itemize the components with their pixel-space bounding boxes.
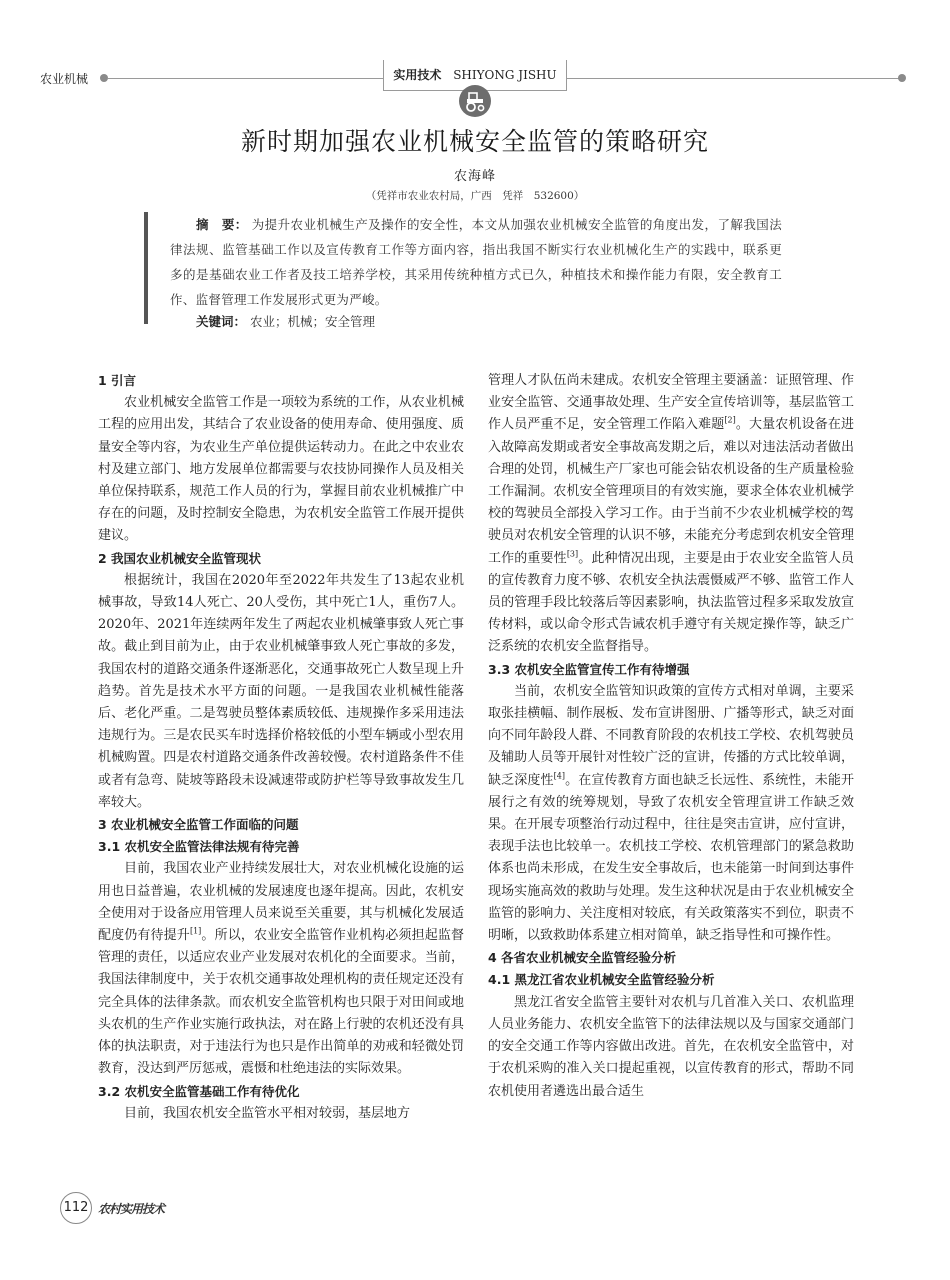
section-heading: 4 各省农业机械安全监管经验分析	[488, 950, 677, 966]
paragraph-text: 。大量农机设备在进入故障高发期或者安全事故高发期之后，难以对违法活动者做出合理的处罚，机械生产厂家也可能会钻农机设备的生产质量检验工作漏洞。农机安全管理项目的有效实施，要求全体农业机械学校的驾驶员全部投入学习工作。由于当前不少农业机械学校的驾驶员对农机安全管理的认识不够，未能充分考虑到农机安全管理工作的重要性	[488, 417, 854, 566]
page-footer	[60, 1192, 260, 1222]
paragraph: 农业机械安全监管工作是一项较为系统的工作，从农业机械工程的应用出发，其结合了农业设备的使用寿命、使用强度、质量安全等内容，为农业生产单位提供运转动力。在此之中农业农村及建立部门、地方发展单位都需要与农技协同操作人员及相关单位保持联系，规范工作人员的行为，掌握目前农业机械推广中存在的问题，及时控制安全隐患，为农机安全监管工作展开提供建议。	[98, 395, 464, 544]
keywords-label: 关键词：	[196, 314, 247, 329]
keywords	[196, 312, 375, 330]
abstract-text: 为提升农业机械生产及操作的安全性，本文从加强农业机械安全监管的角度出发，了解我国法律法规、监管基础工作以及宣传教育工作等方面内容，指出我国不断实行农业机械化生产的实践中，联系更多的是基础农业工作者及技工培养学校，其采用传统种植方式已久，种植技术和操作能力有限，安全教育工作、监督管理工作发展形式更为严峻。	[170, 217, 782, 307]
paragraph	[488, 370, 854, 659]
keywords-text: 农业；机械；安全管理	[250, 314, 376, 329]
journal-name: 农村实用技术	[98, 1202, 165, 1216]
article-title: 新时期加强农业机械安全监管的策略研究	[240, 127, 709, 156]
header-dot-right	[898, 74, 906, 82]
paragraph-text: 目前，我国农业产业持续发展壮大，对农业机械化设施的运用也日益普遍，农业机械的发展速度也逐年提高。因此，农机安全使用对于设备应用管理人员来说至关重要，其与机械化发展适配度仍有待提升	[98, 861, 464, 944]
subsection-heading: 3.2 农机安全监管基础工作有待优化	[98, 1083, 300, 1099]
abstract	[170, 212, 782, 312]
section-heading: 3 农业机械安全监管工作面临的问题	[98, 817, 299, 833]
section-heading: 2 我国农业机械安全监管现状	[98, 550, 262, 566]
tractor-icon	[458, 84, 492, 122]
paragraph-text: 。在宣传教育方面也缺乏长远性、系统性，未能开展行之有效的统筹规划，导致了农机安全管理宣讲工作缺乏效果。在开展专项整治行动过程中，往往是突击宣讲，应付宣讲，表现手法也比较单一。农机技工学校、农机管理部门的紧急救助体系也尚未形成，在发生安全事故后，也未能第一时间到达事件现场实施高效的救助与处理。发生这种状况是由于农业机械安全监管的影响力、关注度相对较底，有关政策落实不到位，职责不明晰，以致救助体系建立相对简单，缺乏指导性和可操作性。	[488, 772, 854, 944]
page-number: 112	[60, 1192, 92, 1224]
right-column	[488, 370, 854, 1103]
abstract-bar	[144, 212, 148, 324]
citation: [3]	[566, 549, 579, 559]
abstract-block	[144, 212, 790, 329]
affiliation: （凭祥市农业农村局，广西 凭祥 532600）	[365, 190, 585, 202]
subsection-heading: 3.1 农机安全监管法律法规有待完善	[98, 839, 300, 855]
section-heading: 1 引言	[98, 373, 137, 388]
paragraph: 目前，我国农机安全监管水平相对较弱，基层地方	[124, 1105, 411, 1121]
paragraph	[98, 858, 464, 1080]
paragraph	[488, 681, 854, 947]
paragraph-text: 。所以，农业安全监管作业机构必须担起监督管理的责任，以适应农业产业发展对农机化的全面要求。当前，我国法律制度中，关于农机交通事故处理机构的责任规定还没有完全具体的法律条款。而农机安全监管机构也只限于对田间或地头农机的生产作业实施行政执法，对在路上行驶的农机还没有具体的执法职责，对于违法行为也只是作出简单的劝戒和轻微处罚教育，没达到严厉惩戒，震慑和杜绝违法的实际效果。	[98, 928, 464, 1077]
citation: [1]	[189, 926, 202, 936]
subsection-heading: 4.1 黑龙江省农业机械安全监管经验分析	[488, 972, 715, 988]
left-column	[98, 370, 464, 1125]
citation: [4]	[553, 771, 566, 781]
paragraph-text: 当前，农机安全监管知识政策的宣传方式相对单调，主要采取张挂横幅、制作展板、发布宣讲图册、广播等形式，缺乏对面向不同年龄段人群、不同教育阶段的农机技工学校、农机驾驶员及辅助人员等开展针对性较广泛的宣讲，传播的方式比较单调，缺乏深度性	[488, 683, 854, 788]
paragraph-text: 。此种情况出现，主要是由于农业安全监管人员的宣传教育力度不够、农机安全执法震慑威严不够、监管工作人员的管理手段比较落后等因素影响，执法监管过程多采取发放宣传材料，或以命令形式告诫农机手遵守有关规定操作等，缺乏广泛系统的农机安全监督指导。	[488, 550, 854, 655]
header-rule-right	[566, 78, 902, 79]
section-label-cn: 实用技术	[393, 68, 442, 82]
header-dot-left	[100, 74, 108, 82]
abstract-label: 摘 要：	[196, 217, 248, 232]
section-label-en: SHIYONG JISHU	[453, 68, 557, 82]
author: 农海峰	[453, 169, 496, 184]
paragraph: 根据统计，我国在2020年至2022年共发生了13起农业机械事故，导致14人死亡、20人受伤，其中死亡1人，重伤7人。2020年、2021年连续两年发生了两起农业机械肇事致人死亡事故。截止到目前为止，由于农业机械肇事致人死亡事故的多发，我国农村的道路交通条件逐渐恶化，交通事故死亡人数呈现上升趋势。首先是技术水平方面的问题。一是我国农业机械性能落后、老化严重。二是驾驶员整体素质较低、违规操作多采用违法违规行为。三是农民买车时选择价格较低的小型车辆或小型农用机械购置。四是农村道路交通条件改善较慢。农村道路条件不佳或者有急弯、陡坡等路段未设减速带或防护栏等导致事故发生几率较大。	[98, 572, 464, 810]
header-rule-left	[108, 78, 383, 79]
citation: [2]	[724, 416, 736, 426]
column-label: 农业机械	[40, 72, 89, 86]
subsection-heading: 3.3 农机安全监管宣传工作有待增强	[488, 661, 690, 677]
paragraph: 黑龙江省安全监管主要针对农机与几首准入关口、农机监理人员业务能力、农机安全监管下的法律法规以及与国家交通部门的安全交通工作等内容做出改进。首先，在农机安全监管中，对于农机采购的准入关口提起重视，以宣传教育的形式，帮助不同农机使用者遴选出最合适生	[488, 994, 854, 1099]
paragraph-text: 管理人才队伍尚未建成。农机安全管理主要涵盖：证照管理、作业安全监管、交通事故处理、生产安全宣传培训等，基层监管工作人员严重不足，安全管理工作陷入难题	[488, 373, 854, 433]
